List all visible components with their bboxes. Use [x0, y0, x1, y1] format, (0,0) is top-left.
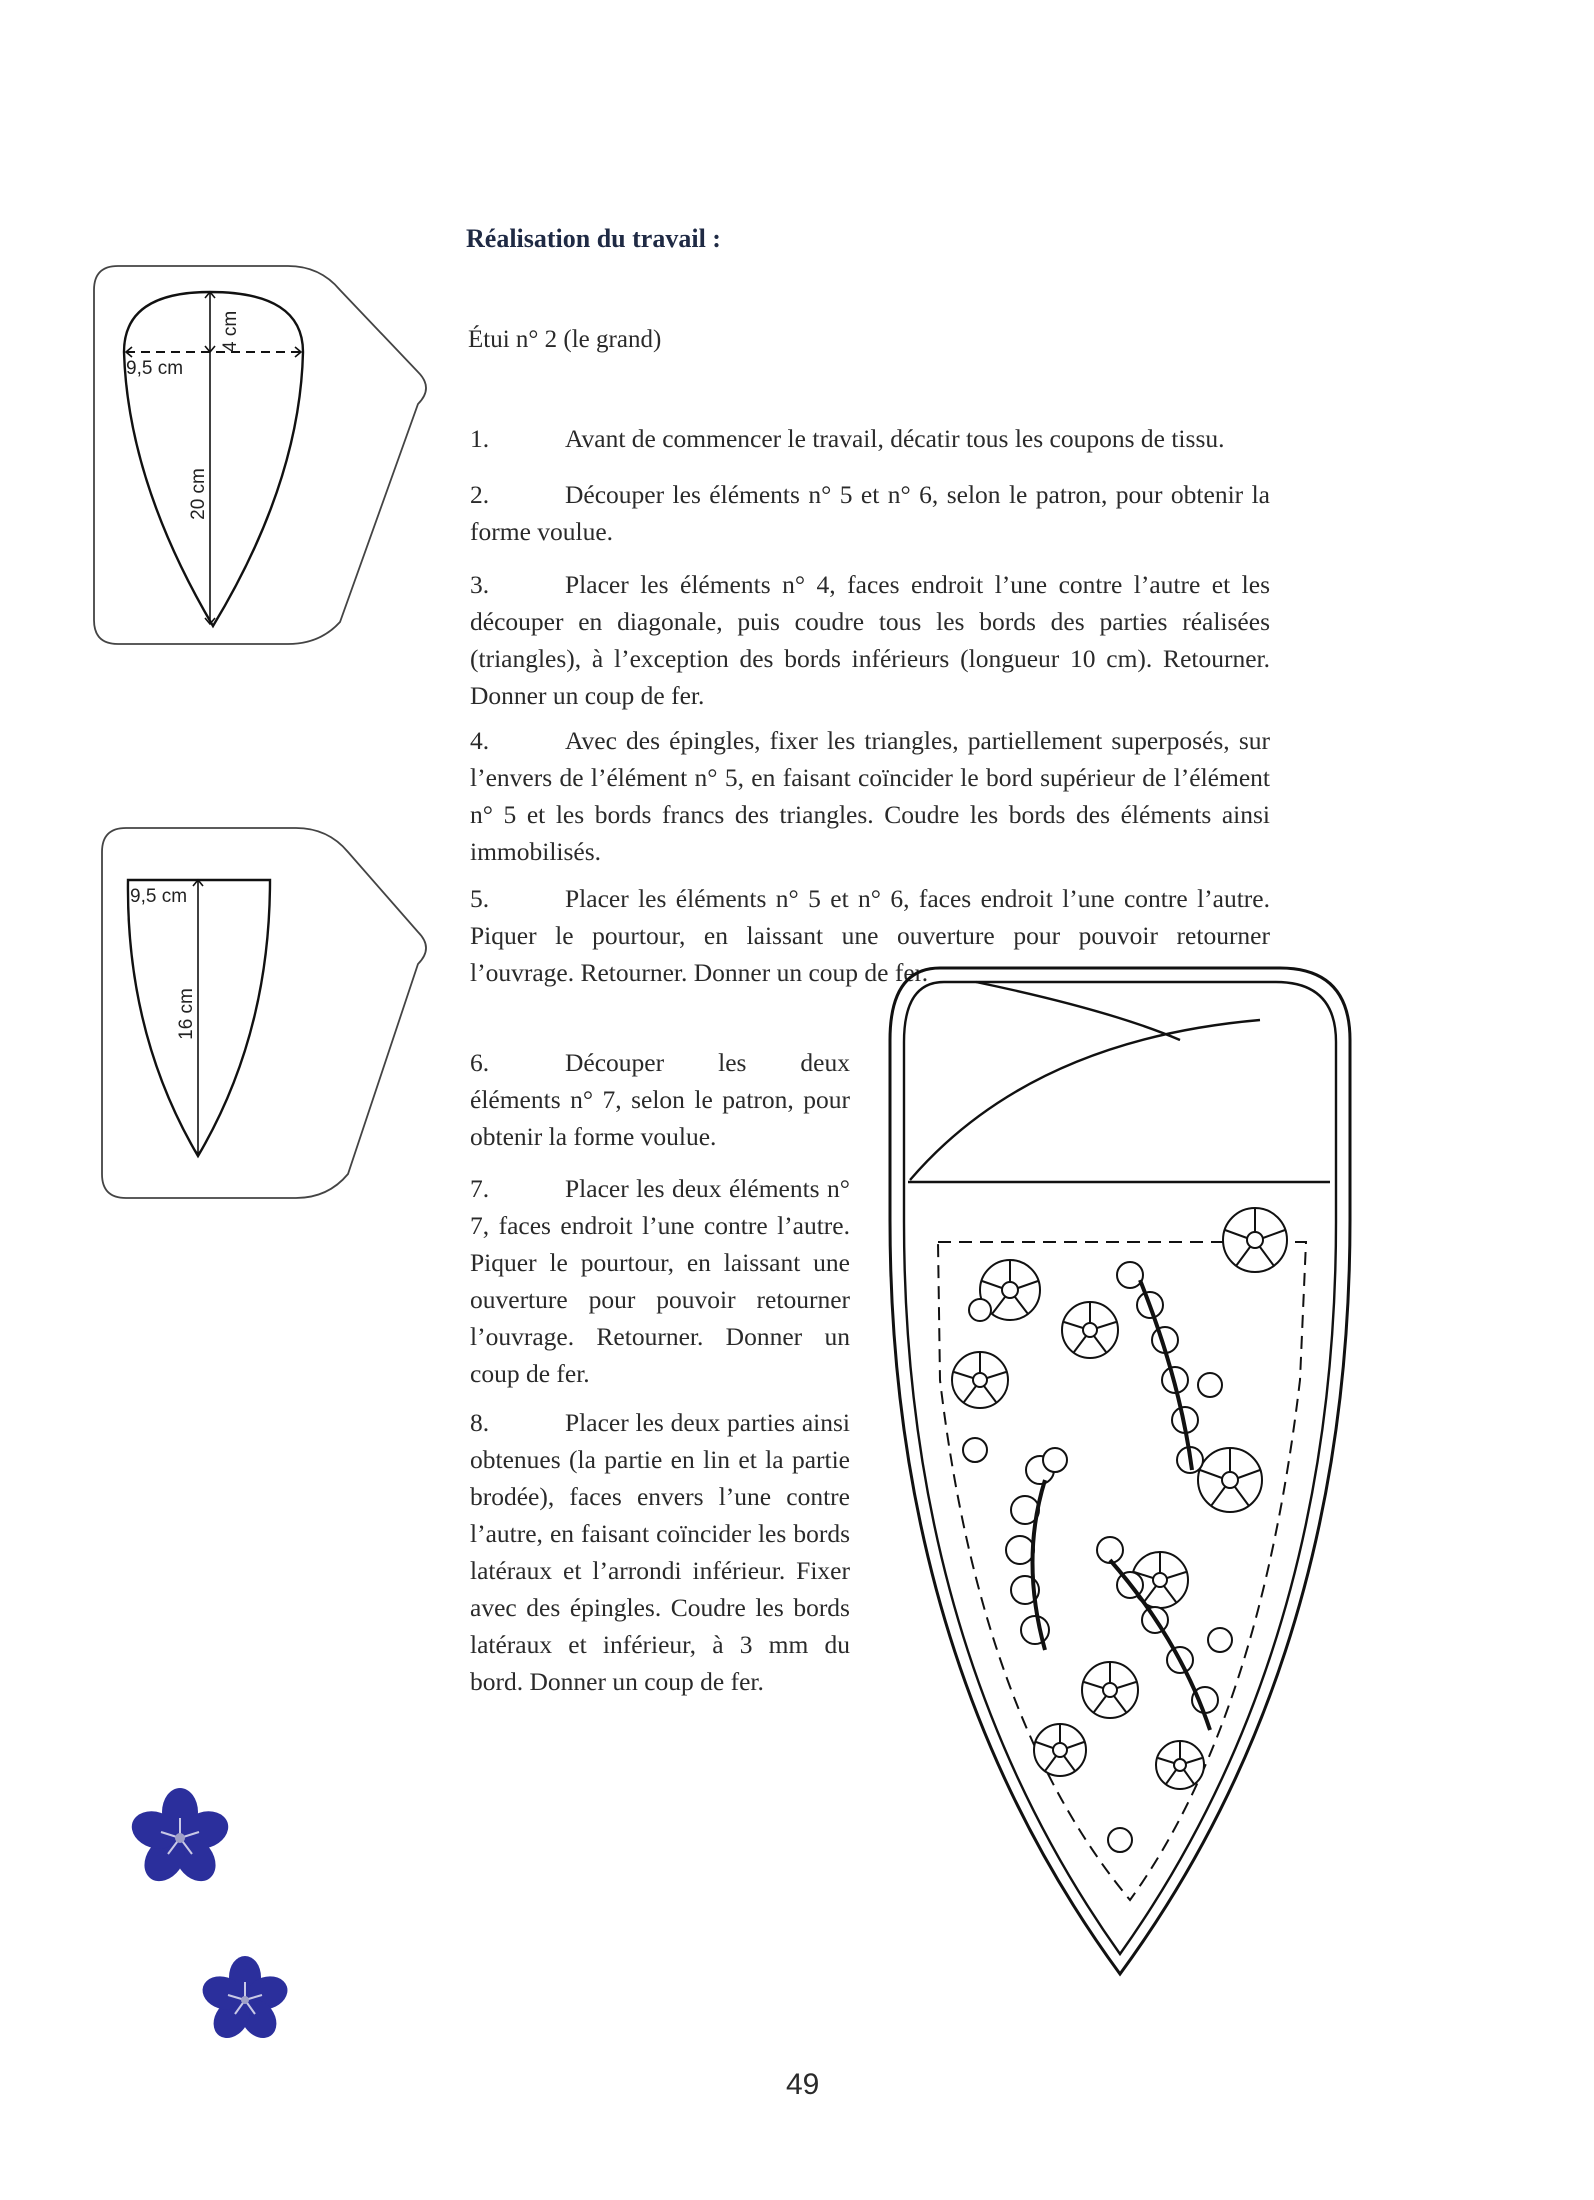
length-label-small: 16 cm [176, 988, 197, 1040]
step-8: 8. Placer les deux parties ainsi obtenues (la partie en lin et la partie brodée), faces envers l’une contre l’autre, en faisant coïncider les bords latéraux et l’arrondi inférieur. Fixer avec des épingles. Coudre les bords latéraux et inférieur, à 3 mm du bord. Donner un coup de fer. [470, 1408, 850, 1696]
step-4: 4. Avec des épingles, fixer les triangles, partiellement superposés, sur l’envers de l’élément n° 5, en faisant coïncider le bord supérieur de l’élément n° 5 et les bords francs des triangles. Coudre les bords des éléments ainsi immobilisés. [470, 726, 1270, 866]
width-label-large: 9,5 cm [126, 358, 184, 379]
step-1: 1. Avant de commencer le travail, décatir tous les coupons de tissu. [470, 424, 1225, 453]
step-5: 5. Placer les éléments n° 5 et n° 6, faces endroit l’une contre l’autre. Piquer le pourtour, en laissant une ouverture pour pouvoir retourner l’ouvrage. Retourner. Donner un coup de fer. [470, 884, 1270, 987]
width-label-small: 9,5 cm [130, 886, 188, 907]
embroidery-stems [1033, 1280, 1211, 1730]
step-7: 7. Placer les deux éléments n° 7, faces endroit l’une contre l’autre. Piquer le pourtour, en laissant une ouverture pour pouvoir retourner l’ouvrage. Retourner. Donner un coup de fer. [470, 1174, 850, 1388]
step-2: 2. Découper les éléments n° 5 et n° 6, selon le patron, pour obtenir la forme voulue. [470, 480, 1270, 546]
embroidered-case-illustration [880, 960, 1360, 1985]
page-number: 49 [786, 2068, 820, 2101]
section-heading: Réalisation du travail : [466, 224, 721, 253]
blue-flower-icon [128, 1788, 232, 1888]
top-label-large: 4 cm [220, 310, 241, 352]
pattern-diagram-large [88, 262, 438, 652]
case-subheading: Étui n° 2 (le grand) [468, 326, 662, 353]
step-6: 6. Découper les deux éléments n° 7, selon le patron, pour obtenir la forme voulue. [470, 1048, 850, 1151]
flower-motif-group [952, 1208, 1287, 1789]
pattern-diagram-small [96, 824, 436, 1206]
blue-flower-icon [200, 1956, 290, 2044]
length-label-large: 20 cm [188, 468, 209, 520]
step-3: 3. Placer les éléments n° 4, faces endroit l’une contre l’autre et les découper en diagonale, puis coudre tous les bords des parties réalisées (triangles), à l’exception des bords inférieurs (longueur 10 cm). Retourner. Donner un coup de fer. [470, 570, 1270, 710]
